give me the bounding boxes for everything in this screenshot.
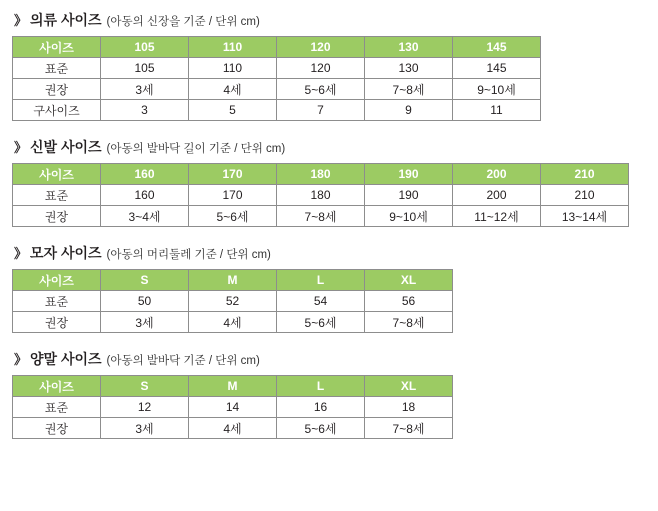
table-cell: 13~14세 (541, 206, 629, 227)
table-cell: 3세 (101, 312, 189, 333)
table-cell: 4세 (189, 79, 277, 100)
table-cell: 5 (189, 100, 277, 121)
column-header: 180 (277, 164, 365, 185)
section-title-shoes (14, 137, 658, 157)
table-cell: 5~6세 (277, 312, 365, 333)
table-shoe-sizes (12, 163, 629, 227)
table-row (13, 312, 453, 333)
table-cell: 18 (365, 397, 453, 418)
table-cell: 11 (453, 100, 541, 121)
row-header: 표준 (13, 58, 101, 79)
table-hat-sizes (12, 269, 453, 333)
table-cell: 7~8세 (277, 206, 365, 227)
table-row (13, 291, 453, 312)
section-note: (아동의 신장을 기준 / 단위 cm) (106, 16, 260, 28)
column-header: 130 (365, 37, 453, 58)
table-cell: 105 (101, 58, 189, 79)
table-cell: 160 (101, 185, 189, 206)
row-header: 권장 (13, 312, 101, 333)
column-header: 160 (101, 164, 189, 185)
section-socks (12, 349, 658, 439)
column-header: 사이즈 (13, 37, 101, 58)
table-cell: 7~8세 (365, 79, 453, 100)
section-heading: 의류 사이즈 (30, 12, 102, 28)
table-row (13, 397, 453, 418)
table-cell: 3~4세 (101, 206, 189, 227)
table-row (13, 100, 541, 121)
column-header: 210 (541, 164, 629, 185)
table-cell: 110 (189, 58, 277, 79)
row-header: 권장 (13, 206, 101, 227)
chevron-icon: 》 (14, 140, 27, 155)
table-cell: 145 (453, 58, 541, 79)
column-header: 사이즈 (13, 164, 101, 185)
table-sock-sizes (12, 375, 453, 439)
table-cell: 4세 (189, 312, 277, 333)
table-cell: 9~10세 (365, 206, 453, 227)
section-clothing (12, 10, 658, 121)
section-shoes (12, 137, 658, 227)
table-cell: 14 (189, 397, 277, 418)
table-cell: 50 (101, 291, 189, 312)
table-cell: 5~6세 (189, 206, 277, 227)
table-cell: 52 (189, 291, 277, 312)
column-header: 145 (453, 37, 541, 58)
section-heading: 신발 사이즈 (30, 139, 102, 155)
chevron-icon: 》 (14, 13, 27, 28)
section-heading: 모자 사이즈 (30, 245, 102, 261)
column-header: S (101, 270, 189, 291)
column-header: 110 (189, 37, 277, 58)
column-header: M (189, 376, 277, 397)
row-header: 권장 (13, 79, 101, 100)
section-note: (아동의 발바닥 기준 / 단위 cm) (106, 355, 260, 367)
row-header: 권장 (13, 418, 101, 439)
row-header: 표준 (13, 291, 101, 312)
column-header: XL (365, 270, 453, 291)
table-cell: 56 (365, 291, 453, 312)
chevron-icon: 》 (14, 352, 27, 367)
table-cell: 3세 (101, 418, 189, 439)
table-cell: 210 (541, 185, 629, 206)
table-cell: 16 (277, 397, 365, 418)
row-header: 구사이즈 (13, 100, 101, 121)
table-cell: 4세 (189, 418, 277, 439)
section-note: (아동의 머리둘레 기준 / 단위 cm) (106, 249, 271, 261)
column-header: 200 (453, 164, 541, 185)
table-row (13, 418, 453, 439)
column-header: S (101, 376, 189, 397)
chevron-icon: 》 (14, 246, 27, 261)
table-cell: 3 (101, 100, 189, 121)
column-header: 190 (365, 164, 453, 185)
row-header: 표준 (13, 185, 101, 206)
column-header: XL (365, 376, 453, 397)
table-cell: 12 (101, 397, 189, 418)
section-title-clothing (14, 10, 658, 30)
table-cell: 130 (365, 58, 453, 79)
section-hat (12, 243, 658, 333)
table-row (13, 79, 541, 100)
column-header: 105 (101, 37, 189, 58)
table-row (13, 206, 629, 227)
table-cell: 7 (277, 100, 365, 121)
table-cell: 9 (365, 100, 453, 121)
section-title-socks (14, 349, 658, 369)
table-cell: 5~6세 (277, 79, 365, 100)
section-note: (아동의 발바닥 길이 기준 / 단위 cm) (106, 143, 286, 155)
column-header: 사이즈 (13, 270, 101, 291)
section-heading: 양말 사이즈 (30, 351, 102, 367)
table-cell: 180 (277, 185, 365, 206)
table-cell: 3세 (101, 79, 189, 100)
column-header: L (277, 270, 365, 291)
table-cell: 9~10세 (453, 79, 541, 100)
table-header-row (13, 164, 629, 185)
table-clothing-sizes (12, 36, 541, 121)
table-header-row (13, 270, 453, 291)
table-cell: 120 (277, 58, 365, 79)
column-header: L (277, 376, 365, 397)
column-header: 120 (277, 37, 365, 58)
column-header: M (189, 270, 277, 291)
table-cell: 200 (453, 185, 541, 206)
table-row (13, 185, 629, 206)
table-cell: 170 (189, 185, 277, 206)
table-cell: 54 (277, 291, 365, 312)
section-title-hat (14, 243, 658, 263)
table-cell: 190 (365, 185, 453, 206)
table-header-row (13, 376, 453, 397)
column-header: 사이즈 (13, 376, 101, 397)
table-cell: 7~8세 (365, 312, 453, 333)
column-header: 170 (189, 164, 277, 185)
table-cell: 11~12세 (453, 206, 541, 227)
table-row (13, 58, 541, 79)
table-cell: 7~8세 (365, 418, 453, 439)
table-cell: 5~6세 (277, 418, 365, 439)
table-header-row (13, 37, 541, 58)
row-header: 표준 (13, 397, 101, 418)
